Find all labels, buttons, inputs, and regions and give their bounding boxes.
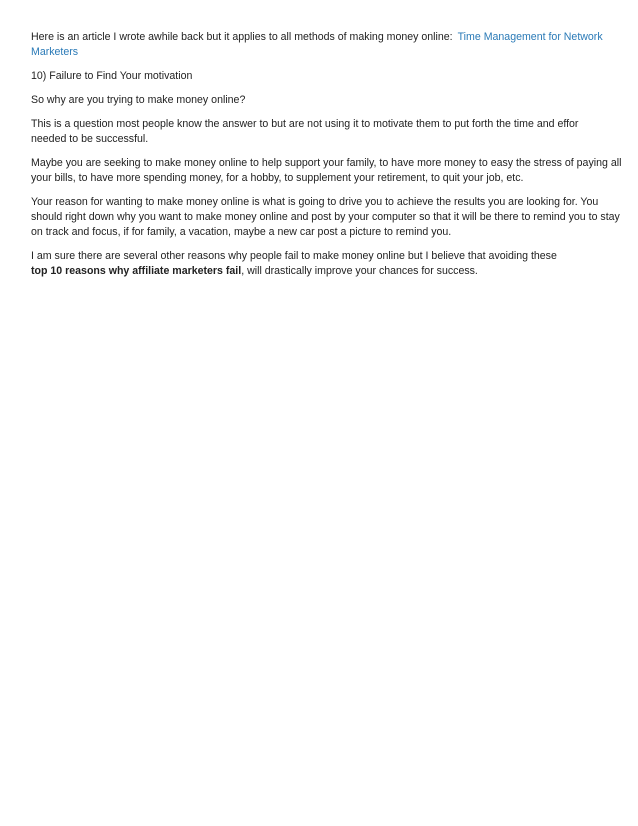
intro-text: Here is an article I wrote awhile back but it applies to all methods of making money online: [31,31,453,43]
paragraph-motivation-line-2: needed to be successful. [31,133,149,145]
intro-paragraph [31,30,623,60]
paragraph-motivation [31,117,623,147]
paragraph-motivation-line-1: This is a question most people know the answer to but are not using it to motivate them to put forth the time and effor [31,118,579,130]
article-page [31,30,623,288]
conclusion-end: , will drastically improve your chances for success. [241,265,478,277]
paragraph-question: So why are you trying to make money online? [31,94,246,106]
paragraph-conclusion [31,249,623,279]
time-management-link[interactable]: Time Management for Network Marketers [31,31,603,58]
paragraph-reasons: Maybe you are seeking to make money online to help support your family, to have more money to easy the stress of paying all your bills, to have more spending money, for a hobby, to supplement your retirement, to quit your job, etc. [31,157,622,184]
paragraph-drive: Your reason for wanting to make money online is what is going to drive you to achieve the results you are looking for. You should right down why you want to make money online and post by your computer so that it will be there to remind you to stay on track and focus, if for family, a vacation, maybe a new car post a picture to remind you. [31,196,620,238]
affiliate-marketers-fail-phrase: top 10 reasons why affiliate marketers fail [31,265,242,277]
conclusion-start: I am sure there are several other reasons why people fail to make money online but I believe that avoiding these [31,250,557,262]
section-heading: 10) Failure to Find Your motivation [31,70,193,82]
